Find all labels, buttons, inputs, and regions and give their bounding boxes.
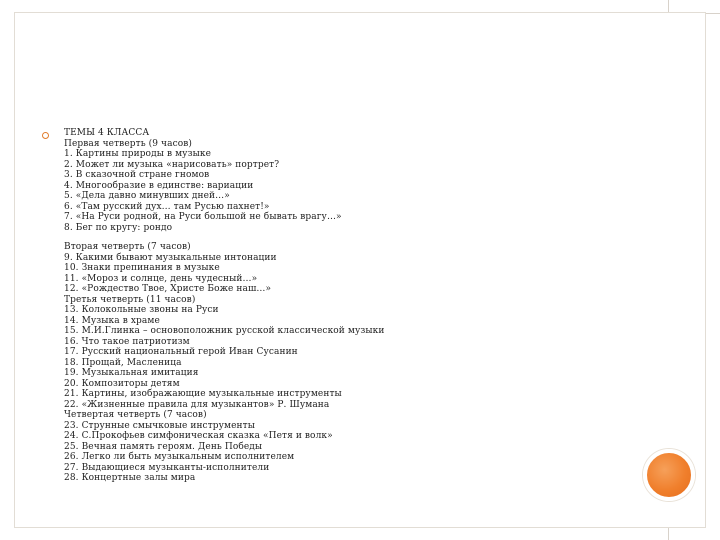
list-item: 7. «На Руси родной, на Руси большой не бывать врагу…»	[64, 212, 342, 222]
list-item: 27. Выдающиеся музыканты-исполнители	[64, 462, 270, 473]
frame-decoration-right	[706, 13, 720, 14]
list-item: 12. «Рождество Твое, Христе Боже наш…»	[64, 284, 272, 294]
frame-decoration-top	[668, 0, 669, 12]
list-item: 22. «Жизненные правила для музыкантов» Р. Шумана	[64, 399, 330, 410]
list-item: 8. Бег по кругу: рондо	[64, 222, 173, 233]
bullet-icon	[42, 132, 49, 139]
spacer	[64, 233, 644, 242]
quarter-heading: Третья четверть (11 часов)	[64, 294, 196, 305]
orange-circle-decoration	[643, 449, 695, 501]
list-item: 1. Картины природы в музыке	[64, 149, 211, 159]
list-item: 4. Многообразие в единстве: вариации	[64, 180, 254, 191]
quarter-heading: Первая четверть (9 часов)	[64, 138, 193, 149]
list-item: 28. Концертные залы мира	[64, 473, 196, 483]
list-item: 6. «Там русский дух… там Русью пахнет!»	[64, 201, 270, 212]
list-item: 17. Русский национальный герой Иван Сусанин	[64, 347, 298, 357]
topic-list	[64, 128, 644, 484]
list-item: 15. М.И.Глинка – основоположник русской классической музыки	[64, 326, 385, 336]
frame-decoration-bottom	[668, 528, 669, 540]
list-item: 3. В сказочной стране гномов	[64, 170, 210, 180]
topics-block-2	[64, 242, 644, 484]
list-item: 16. Что такое патриотизм	[64, 336, 190, 347]
list-item: 2. Может ли музыка «нарисовать» портрет?	[64, 159, 280, 170]
list-item: 19. Музыкальная имитация	[64, 368, 199, 378]
list-item: 24. С.Прокофьев симфоническая сказка «Петя и волк»	[64, 431, 333, 441]
list-item: 18. Прощай, Масленица	[64, 357, 182, 368]
list-item: 11. «Мороз и солнце, день чудесный…»	[64, 273, 258, 284]
quarter-heading: Четвертая четверть (7 часов)	[64, 410, 207, 420]
list-item: 26. Легко ли быть музыкальным исполнителем	[64, 452, 295, 462]
list-item: 10. Знаки препинания в музыке	[64, 263, 220, 273]
list-item: 14. Музыка в храме	[64, 315, 160, 326]
list-item: 23. Струнные смычковые инструменты	[64, 420, 255, 431]
list-item: 9. Какими бывают музыкальные интонации	[64, 252, 277, 263]
quarter-heading: Вторая четверть (7 часов)	[64, 242, 191, 252]
list-item: 21. Картины, изображающие музыкальные инструменты	[64, 389, 342, 399]
list-item: 13. Колокольные звоны на Руси	[64, 305, 219, 315]
list-item: 5. «Дела давно минувших дней…»	[64, 191, 230, 201]
list-heading: ТЕМЫ 4 КЛАССА	[64, 128, 150, 138]
list-item: 25. Вечная память героям. День Победы	[64, 441, 263, 452]
topics-block-1	[64, 128, 644, 233]
list-item: 20. Композиторы детям	[64, 378, 180, 389]
